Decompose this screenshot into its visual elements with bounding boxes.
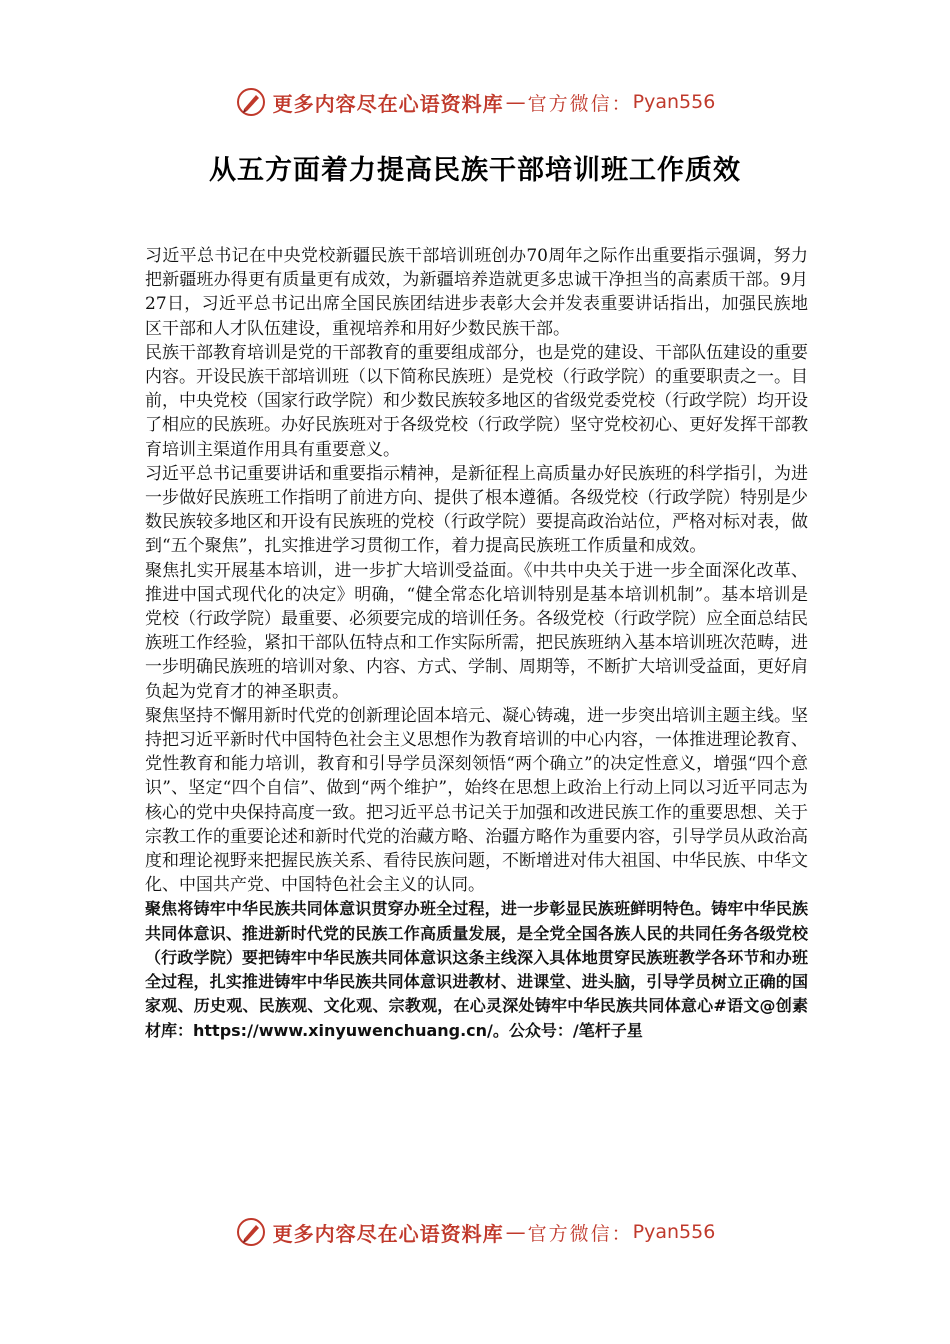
pen-logo-icon [235,1216,267,1248]
paragraph-1: 习近平总书记在中央党校新疆民族干部培训班创办70周年之际作出重要指示强调，努力把新疆班办得更有质量更有成效，为新疆培养造就更多忠诚干净担当的高素质干部。9月27日，习近平总书记出席全国民族团结进步表彰大会并发表重要讲话指出，加强民族地区干部和人才队伍建设，重视培养和用好少数民族干部。 [145,246,808,339]
document-body [145,244,808,1043]
paragraph-6: 聚焦将铸牢中华民族共同体意识贯穿办班全过程，进一步彰显民族班鲜明特色。铸牢中华民族共同体意识、推进新时代党的民族工作高质量发展，是全党全国各族人民的共同任务各级党校（行政学院）要把铸牢中华民族共同体意识这条主线深入具体地贯穿民族班教学各环节和办班全过程，扎实推进铸牢中华民族共同体意识进教材、进课堂、进头脑，引导学员树立正确的国家观、历史观、民族观、文化观、宗教观，在心灵深处铸牢中华民族共同体意心#语文@创素材库：https://www.xinyuwenchuang.cn/。公众号：/笔杆子星 [145,899,808,1040]
paragraph-5: 聚焦坚持不懈用新时代党的创新理论固本培元、凝心铸魂，进一步突出培训主题主线。坚持把习近平新时代中国特色社会主义思想作为教育培训的中心内容，一体推进理论教育、党性教育和能力培训，教育和引导学员深刻领悟“两个确立”的决定性意义，增强“四个意识”、坚定“四个自信”、做到“两个维护”，始终在思想上政治上行动上同以习近平同志为核心的党中央保持高度一致。把习近平总书记关于加强和改进民族工作的重要思想、关于宗教工作的重要论述和新时代党的治藏方略、治疆方略作为重要内容，引导学员从政治高度和理论视野来把握民族关系、看待民族问题，不断增进对伟大祖国、中华民族、中华文化、中国共产党、中国特色社会主义的认同。 [145,705,808,896]
banner-separator: — [505,90,526,114]
paragraph-3: 习近平总书记重要讲话和重要指示精神，是新征程上高质量办好民族班的科学指引，为进一步做好民族班工作指明了前进方向、提供了根本遵循。各级党校（行政学院）特别是少数民族较多地区和开设有民族班的党校（行政学院）要提高政治站位，严格对标对表，做到“五个聚焦”，扎实推进学习贯彻工作，着力提高民族班工作质量和成效。 [145,463,808,557]
banner-wechat-label: 官方微信： [527,1222,633,1245]
banner-wechat-id: Pyan556 [632,1221,716,1243]
banner-wechat-label: 官方微信： [527,92,633,115]
document-title: 从五方面着力提高民族干部培训班工作质效 [209,155,741,186]
pen-logo-icon [235,86,267,118]
header-banner [0,82,950,122]
banner-text: 更多内容尽在心语资料库 [272,91,504,116]
paragraph-2: 民族干部教育培训是党的干部教育的重要组成部分，也是党的建设、干部队伍建设的重要内容。开设民族干部培训班（以下简称民族班）是党校（行政学院）的重要职责之一。目前，中央党校（国家行政学院）和少数民族较多地区的省级党委党校（行政学院）均开设了相应的民族班。办好民族班对于各级党校（行政学院）坚守党校初心、更好发挥干部教育培训主渠道作用具有重要意义。 [145,342,808,460]
footer-banner [0,1212,950,1252]
paragraph-4: 聚焦扎实开展基本培训，进一步扩大培训受益面。《中共中央关于进一步全面深化改革、推进中国式现代化的决定》明确，“健全常态化培训特别是基本培训机制”。基本培训是党校（行政学院）最重要、必须要完成的培训任务。各级党校（行政学院）应全面总结民族班工作经验，紧扣干部队伍特点和工作实际所需，把民族班纳入基本培训班次范畴，进一步明确民族班的培训对象、内容、方式、学制、周期等，不断扩大培训受益面，更好肩负起为党育才的神圣职责。 [145,560,808,702]
banner-wechat-id: Pyan556 [632,91,716,113]
banner-text: 更多内容尽在心语资料库 [272,1221,504,1246]
banner-separator: — [505,1220,526,1244]
